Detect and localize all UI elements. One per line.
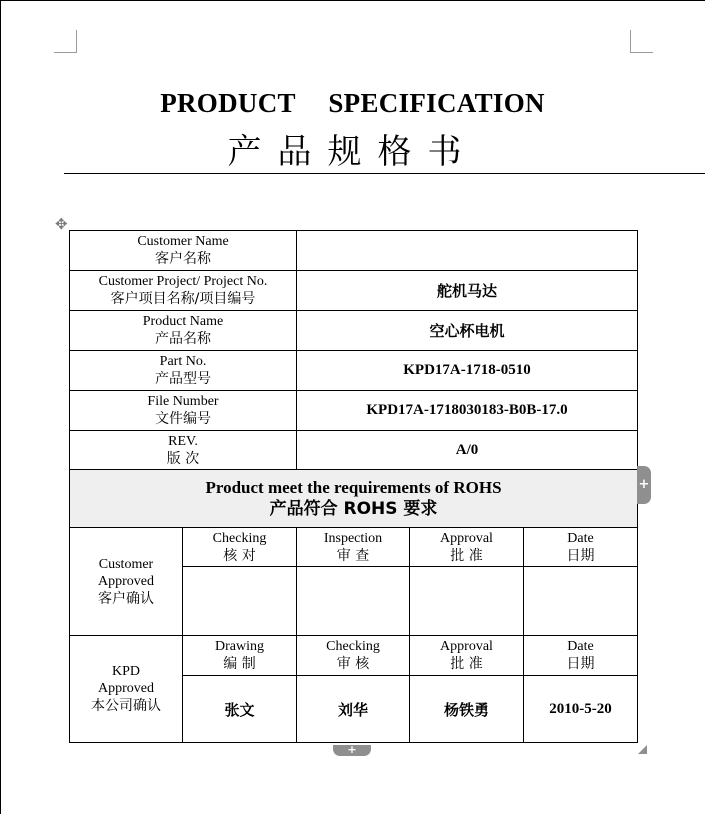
row-label-cn: 产品名称 — [155, 331, 211, 347]
header-en: Date — [567, 530, 594, 546]
header-en: Approval — [440, 639, 493, 654]
customer-label-cn: 客户确认 — [98, 590, 154, 607]
crop-mark-top-left — [54, 30, 77, 53]
header-en: Checking — [326, 639, 380, 654]
column-header[interactable] — [297, 636, 410, 676]
header-cn: 审 核 — [336, 656, 370, 672]
table-row — [70, 231, 638, 271]
crop-mark-top-right — [630, 30, 653, 53]
kpd-checking-cell[interactable]: 刘华 — [297, 676, 410, 743]
row-label-en: Product Name — [142, 314, 224, 329]
row-label[interactable] — [70, 431, 297, 470]
column-header[interactable] — [183, 636, 297, 676]
kpd-date-cell[interactable]: 2010-5-20 — [524, 676, 638, 743]
title-divider — [64, 173, 705, 174]
row-label-cn: 文件编号 — [155, 411, 211, 427]
document-title-english: PRODUCT SPECIFICATION — [160, 88, 545, 118]
row-label-en: File Number — [147, 394, 219, 409]
row-label-cn: 客户项目名称/项目编号 — [110, 291, 256, 307]
header-cn: 日期 — [566, 656, 595, 672]
move-arrows-icon[interactable]: ✥ — [55, 215, 68, 233]
customer-checking-cell[interactable] — [183, 567, 297, 636]
row-label-en: Part No. — [159, 354, 207, 369]
rohs-statement[interactable] — [70, 470, 638, 528]
row-label[interactable] — [70, 311, 297, 351]
revision-value[interactable]: A/0 — [297, 431, 638, 470]
header-en: Drawing — [215, 639, 264, 654]
page-edge-left — [0, 0, 1, 814]
header-cn: 批 准 — [450, 656, 483, 672]
page-edge-top — [0, 0, 705, 1]
header-cn: 批 准 — [450, 547, 483, 564]
table-row — [70, 470, 638, 528]
header-en: Inspection — [323, 530, 383, 546]
add-column-plus-icon[interactable]: + — [637, 466, 651, 504]
rohs-statement-cn: 产品符合 ROHS 要求 — [269, 499, 438, 519]
kpd-label-en: KPD — [111, 664, 140, 679]
header-en: Approval — [440, 530, 493, 546]
part-no-value[interactable]: KPD17A-1718-0510 — [297, 351, 638, 391]
row-label-cn: 客户名称 — [155, 251, 211, 267]
product-name-value[interactable]: 空心杯电机 — [297, 311, 638, 351]
approved-label-en: Approved — [98, 573, 154, 589]
table-row — [70, 271, 638, 311]
kpd-approval-cell[interactable]: 杨铁勇 — [410, 676, 524, 743]
file-number-value[interactable]: KPD17A-1718030183-B0B-17.0 — [297, 391, 638, 431]
row-label-cn: 产品型号 — [155, 371, 211, 387]
row-label[interactable] — [70, 271, 297, 311]
header-en: Checking — [212, 530, 267, 546]
header-cn: 核 对 — [223, 547, 256, 564]
row-label-en: Customer Name — [137, 234, 229, 249]
table-row — [70, 528, 638, 567]
document-title-chinese: 产品规格书 — [227, 132, 478, 172]
row-label-en: REV. — [168, 433, 198, 449]
column-header[interactable] — [410, 528, 524, 567]
header-cn: 日期 — [566, 547, 595, 564]
rohs-statement-en: Product meet the requirements of ROHS — [205, 478, 502, 497]
resize-corner-icon[interactable] — [638, 745, 647, 754]
customer-project-value[interactable]: 舵机马达 — [297, 271, 638, 311]
table-row — [70, 636, 638, 676]
header-cn: 编 制 — [223, 656, 256, 672]
column-header[interactable] — [524, 636, 638, 676]
approved-label-en: Approved — [98, 681, 154, 696]
customer-approved-label[interactable] — [70, 528, 183, 636]
row-label-en: Customer Project/ Project No. — [98, 274, 268, 289]
header-cn: 审 查 — [336, 547, 370, 564]
spec-table — [69, 230, 638, 743]
table-row — [70, 391, 638, 431]
column-header[interactable] — [410, 636, 524, 676]
table-row — [70, 311, 638, 351]
kpd-approved-label[interactable] — [70, 636, 183, 743]
row-label[interactable] — [70, 351, 297, 391]
add-row-plus-icon[interactable]: + — [333, 745, 371, 756]
kpd-label-cn: 本公司确认 — [91, 698, 161, 714]
table-row — [70, 351, 638, 391]
header-en: Date — [567, 639, 594, 654]
customer-inspection-cell[interactable] — [297, 567, 410, 636]
customer-name-value[interactable] — [297, 231, 638, 271]
table-row — [70, 431, 638, 470]
row-label[interactable] — [70, 231, 297, 271]
row-label-cn: 版 次 — [166, 450, 200, 467]
customer-date-cell[interactable] — [524, 567, 638, 636]
column-header[interactable] — [524, 528, 638, 567]
row-label[interactable] — [70, 391, 297, 431]
customer-label-en: Customer — [98, 556, 154, 572]
column-header[interactable] — [297, 528, 410, 567]
customer-approval-cell[interactable] — [410, 567, 524, 636]
column-header[interactable] — [183, 528, 297, 567]
kpd-drawing-cell[interactable]: 张文 — [183, 676, 297, 743]
